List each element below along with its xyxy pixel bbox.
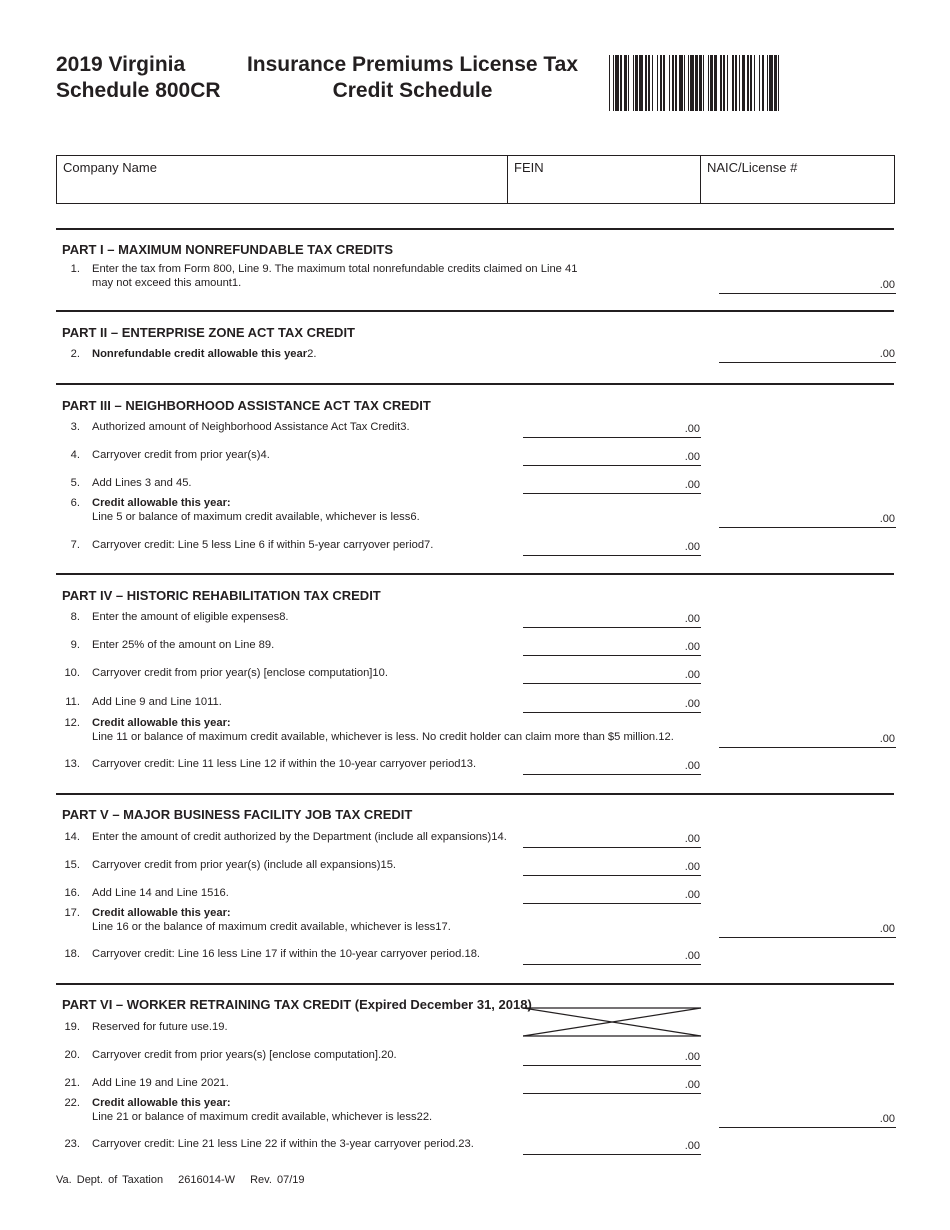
line-description — [92, 610, 289, 624]
line-description-text: Carryover credit from prior year(s) [enclose computation] — [92, 667, 373, 679]
line-description-text: Enter the amount of credit authorized by the Department (include all expansions) — [92, 831, 492, 843]
form-line — [56, 1020, 896, 1036]
line-description-text: Carryover credit: Line 21 less Line 22 if within the 3-year carryover period. — [92, 1138, 459, 1150]
amount-input-line-10[interactable]: .00 — [523, 668, 701, 684]
line-description-text: Enter the amount of eligible expenses — [92, 611, 280, 623]
amount-input-line-17[interactable]: .00 — [719, 922, 896, 938]
section-divider — [56, 228, 894, 230]
company-name-label: Company Name — [63, 160, 157, 175]
line-description: Credit allowable this year: — [92, 497, 231, 509]
form-line — [56, 610, 896, 626]
line-description — [92, 1048, 397, 1062]
amount-input-line-15[interactable]: .00 — [523, 860, 701, 876]
naic-license-label: NAIC/License # — [707, 160, 798, 175]
company-name-field[interactable] — [57, 156, 508, 203]
line-description — [92, 666, 388, 680]
line-reference: 17. — [435, 921, 451, 933]
line-reference: 15. — [380, 859, 397, 871]
line-description — [92, 947, 480, 961]
line-reference: 16. — [213, 887, 229, 899]
line-reference: 20. — [381, 1049, 397, 1061]
footer-revision: Rev. 07/19 — [250, 1174, 305, 1186]
form-line — [56, 695, 896, 711]
form-title-line2: Credit Schedule — [332, 79, 493, 102]
line-description — [92, 1076, 229, 1090]
line-number: 3. — [70, 421, 80, 433]
form-title-line1: Insurance Premiums License Tax — [246, 53, 579, 76]
part-title: PART VI – WORKER RETRAINING TAX CREDIT (Expired December 31, 2018) — [62, 997, 532, 1012]
amount-input-line-22[interactable]: .00 — [719, 1112, 896, 1128]
line-number: 7. — [70, 539, 80, 551]
line-description-text: Add Lines 3 and 4 — [92, 477, 183, 489]
line-description-cont — [92, 1110, 432, 1124]
line-description-text: Carryover credit: Line 11 less Line 12 if within the 10-year carryover period — [92, 758, 461, 770]
line-reference: 12. — [658, 731, 674, 743]
amount-input-line-1[interactable]: .00 — [719, 278, 896, 294]
line-description: Credit allowable this year: — [92, 1097, 231, 1109]
line-description-text: Carryover credit from prior year(s) (include all expansions) — [92, 859, 381, 871]
line-description — [92, 858, 396, 872]
line-description — [92, 538, 433, 552]
amount-input-line-8[interactable]: .00 — [523, 612, 701, 628]
amount-input-line-14[interactable]: .00 — [523, 832, 701, 848]
line-description — [92, 830, 507, 844]
form-line — [56, 858, 896, 874]
line-description-text: Add Line 9 and Line 10 — [92, 696, 208, 708]
form-line — [56, 1137, 896, 1153]
form-line — [56, 347, 896, 363]
line-description-cont — [92, 730, 674, 744]
line-description-text: Line 21 or balance of maximum credit available, whichever is less — [92, 1111, 417, 1123]
amount-input-line-11[interactable]: .00 — [523, 697, 701, 713]
line-description — [92, 1020, 228, 1034]
line-number: 8. — [70, 611, 80, 623]
form-line — [56, 448, 896, 464]
line-description-text: Reserved for future use. — [92, 1021, 213, 1033]
line-reference: 1. — [231, 277, 242, 289]
amount-input-line-2[interactable]: .00 — [719, 347, 896, 363]
line-reference: 19. — [212, 1021, 228, 1033]
line-description-cont — [92, 920, 451, 934]
footer-agency: Va. Dept. of Taxation — [56, 1174, 164, 1186]
line-description: Credit allowable this year: — [92, 717, 231, 729]
footer-form-number: 2616014-W — [178, 1174, 236, 1186]
form-line — [56, 906, 896, 936]
amount-input-line-4[interactable]: .00 — [523, 450, 701, 466]
part-title: PART III – NEIGHBORHOOD ASSISTANCE ACT TAX CREDIT — [62, 398, 431, 413]
line-reference: 13. — [460, 758, 477, 770]
section-divider — [56, 983, 894, 985]
line-description-text: Carryover credit: Line 16 less Line 17 if within the 10-year carryover period. — [92, 948, 465, 960]
part-title: PART I – MAXIMUM NONREFUNDABLE TAX CREDITS — [62, 242, 394, 257]
amount-input-line-23[interactable]: .00 — [523, 1139, 701, 1155]
amount-input-line-3[interactable]: .00 — [523, 422, 701, 438]
line-reference: 22. — [416, 1111, 433, 1123]
line-description-text: Line 5 or balance of maximum credit available, whichever is less — [92, 511, 411, 523]
section-divider — [56, 383, 894, 385]
line-number: 4. — [70, 449, 80, 461]
section-divider — [56, 573, 894, 575]
line-description-text: may not exceed this amount — [92, 277, 232, 289]
line-number: 2. — [70, 348, 80, 360]
line-description — [92, 347, 316, 361]
form-line — [56, 886, 896, 902]
line-description — [92, 757, 476, 771]
form-line — [56, 716, 896, 746]
form-identifier — [56, 52, 221, 104]
line-number: 5. — [70, 477, 80, 489]
part-title: PART IV – HISTORIC REHABILITATION TAX CREDIT — [62, 588, 381, 603]
line-reference: 6. — [410, 511, 420, 523]
line-description-text: Carryover credit from prior year(s) — [92, 449, 261, 461]
line-description-text: Line 11 or balance of maximum credit available, whichever is less. No credit holder can claim more than $5 million. — [92, 731, 659, 743]
line-reference: 9. — [264, 639, 275, 651]
form-line — [56, 666, 896, 682]
line-number: 9. — [70, 639, 80, 651]
form-line — [56, 1048, 896, 1064]
line-description — [92, 448, 270, 462]
line-reference: 18. — [464, 948, 481, 960]
line-number: 1. — [70, 263, 80, 275]
part-title: PART V – MAJOR BUSINESS FACILITY JOB TAX CREDIT — [62, 807, 413, 822]
line-description — [92, 476, 192, 490]
line-description — [92, 1137, 474, 1151]
line-description-text: Nonrefundable credit allowable this year — [92, 348, 308, 360]
line-number: 22. — [64, 1097, 80, 1109]
line-number: 6. — [70, 497, 80, 509]
line-description-cont — [92, 510, 420, 524]
line-description-cont — [92, 276, 241, 290]
form-name-line: Schedule 800CR — [56, 79, 221, 102]
line-number: 21. — [64, 1077, 80, 1089]
line-reference: 7. — [424, 539, 434, 551]
line-number: 15. — [64, 859, 80, 871]
line-reference: 23. — [458, 1138, 474, 1150]
line-number: 10. — [64, 667, 80, 679]
form-line — [56, 1076, 896, 1092]
line-reference: 10. — [372, 667, 388, 679]
amount-input-line-12[interactable]: .00 — [719, 732, 896, 748]
line-number: 18. — [64, 948, 80, 960]
line-description — [92, 638, 274, 652]
form-title — [240, 52, 585, 104]
amount-input-line-6[interactable]: .00 — [719, 512, 896, 528]
form-line — [56, 947, 896, 963]
line-description: Credit allowable this year: — [92, 907, 231, 919]
line-reference: 21. — [213, 1077, 229, 1089]
naic-license-field[interactable] — [701, 156, 894, 203]
line-number: 19. — [64, 1021, 80, 1033]
form-line — [56, 1096, 896, 1126]
amount-input-line-20[interactable]: .00 — [523, 1050, 701, 1066]
section-divider — [56, 793, 894, 795]
form-year-line: 2019 Virginia — [56, 53, 186, 76]
crossed-out-field — [523, 1006, 703, 1038]
line-number: 20. — [64, 1049, 80, 1061]
line-description-text: Add Line 14 and Line 15 — [92, 887, 214, 899]
form-line — [56, 262, 896, 292]
form-line — [56, 638, 896, 654]
section-divider — [56, 310, 894, 312]
line-description-text: Carryover credit: Line 5 less Line 6 if within 5-year carryover period — [92, 539, 425, 551]
fein-field[interactable] — [508, 156, 701, 203]
line-reference: 2. — [307, 348, 317, 360]
amount-input-line-13[interactable]: .00 — [523, 759, 701, 775]
line-reference: 8. — [279, 611, 289, 623]
line-number: 17. — [64, 907, 80, 919]
part-title: PART II – ENTERPRISE ZONE ACT TAX CREDIT — [62, 325, 356, 340]
form-line — [56, 476, 896, 492]
form-line — [56, 496, 896, 526]
amount-input-line-5[interactable]: .00 — [523, 478, 701, 494]
form-line — [56, 757, 896, 773]
line-description — [92, 420, 410, 434]
fein-label: FEIN — [514, 160, 544, 175]
amount-input-line-7[interactable]: .00 — [523, 540, 701, 556]
amount-input-line-16[interactable]: .00 — [523, 888, 701, 904]
line-description-text: Line 16 or the balance of maximum credit available, whichever is less — [92, 921, 436, 933]
line-description-text: Add Line 19 and Line 20 — [92, 1077, 214, 1089]
line-number: 14. — [64, 831, 80, 843]
line-description-text: Carryover credit from prior years(s) [enclose computation]. — [92, 1049, 382, 1061]
line-reference: 3. — [400, 421, 410, 433]
amount-input-line-9[interactable]: .00 — [523, 640, 701, 656]
line-number: 13. — [64, 758, 80, 770]
line-number: 11. — [65, 696, 80, 708]
amount-input-line-21[interactable]: .00 — [523, 1078, 701, 1094]
footer — [56, 1174, 315, 1186]
line-number: 16. — [64, 887, 80, 899]
line-number: 12. — [64, 717, 80, 729]
line-reference: 14. — [491, 831, 507, 843]
line-description: Enter the tax from Form 800, Line 9. The maximum total nonrefundable credits claimed on Line 41 — [92, 263, 578, 275]
line-description-text: Authorized amount of Neighborhood Assistance Act Tax Credit — [92, 421, 401, 433]
amount-input-line-18[interactable]: .00 — [523, 949, 701, 965]
barcode-icon — [609, 55, 893, 111]
line-reference: 5. — [182, 477, 192, 489]
line-description — [92, 886, 229, 900]
line-number: 23. — [64, 1138, 80, 1150]
line-reference: 11. — [207, 696, 222, 708]
form-line — [56, 830, 896, 846]
line-reference: 4. — [260, 449, 270, 461]
line-description — [92, 695, 222, 709]
form-line — [56, 538, 896, 554]
form-line — [56, 420, 896, 436]
taxpayer-identity-box — [56, 155, 895, 204]
line-description-text: Enter 25% of the amount on Line 8 — [92, 639, 265, 651]
